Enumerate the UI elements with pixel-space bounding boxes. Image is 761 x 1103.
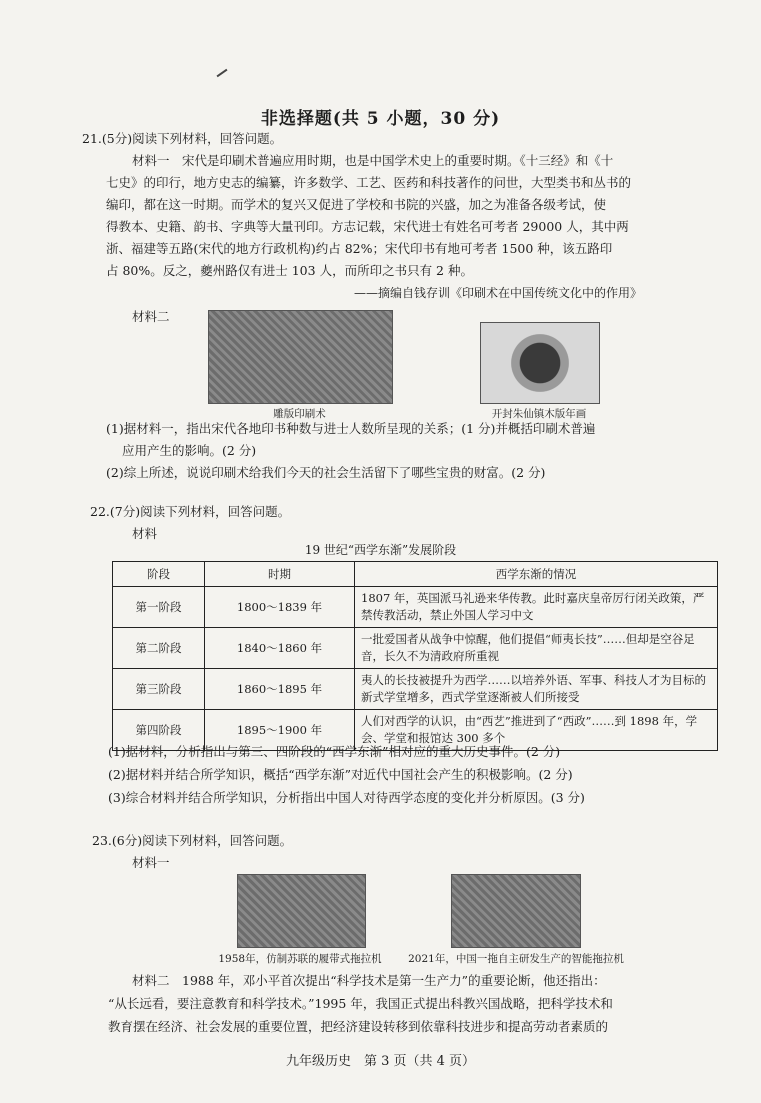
period-cell: 1860～1895 年 xyxy=(205,669,355,710)
q21-material1-line: 七史》的印行，地方史志的编纂，许多数学、工艺、医药和科技著作的问世，大型类书和丛书的 xyxy=(106,175,632,190)
q23-stem: 23.(6分)阅读下列材料，回答问题。 xyxy=(92,833,293,848)
q23-material2-line: 材料二 1988 年，邓小平首次提出“科学技术是第一生产力”的重要论断，他还指出： xyxy=(132,973,606,988)
column-header: 时期 xyxy=(205,562,355,587)
column-header: 西学东渐的情况 xyxy=(355,562,718,587)
period-cell: 1800～1839 年 xyxy=(205,587,355,628)
woodblock-printing-photo xyxy=(208,310,393,404)
image-caption: 开封朱仙镇木版年画 xyxy=(491,408,587,420)
table-row xyxy=(113,669,718,710)
q21-sub2: (2)综上所述，说说印刷术给我们今天的社会生活留下了哪些宝贵的财富。(2 分) xyxy=(106,465,546,480)
table-row xyxy=(113,587,718,628)
q21-material1-line: 材料一 宋代是印刷术普遍应用时期，也是中国学术史上的重要时期。《十三经》和《十 xyxy=(132,153,614,168)
new-year-print-photo xyxy=(480,322,600,404)
period-cell: 1840～1860 年 xyxy=(205,628,355,669)
q21-material2-label: 材料二 xyxy=(132,309,170,324)
q21-material1-line: 浙、福建等五路(宋代的地方行政机构)约占 82%；宋代印书有地可考者 1500 种，该五路印 xyxy=(106,241,613,256)
q22-sub1: (1)据材料，分析指出与第三、四阶段的“西学东渐”相对应的重大历史事件。(2 分) xyxy=(108,744,561,759)
pen-mark xyxy=(217,69,228,78)
q21-source: ——摘编自钱存训《印刷术在中国传统文化中的作用》 xyxy=(354,286,643,300)
q21-material1-line: 编印，都在这一时期。而学术的复兴又促进了学校和书院的兴盛，加之为准备各级考试，使 xyxy=(106,197,607,212)
image-caption: 1958年，仿制苏联的履带式拖拉机 xyxy=(218,953,382,965)
q23-material2-line: 教育摆在经济、社会发展的重要位置，把经济建设转移到依靠科技进步和提高劳动者素质的 xyxy=(108,1019,609,1034)
image-caption: 2021年，中国一拖自主研发生产的智能拖拉机 xyxy=(408,953,624,965)
q21-material1-line: 得教本、史籍、韵书、字典等大量刊印。方志记载，宋代进士有姓名可考者 29000 人，其中两 xyxy=(106,219,629,234)
q21-sub1-cont: 应用产生的影响。(2 分) xyxy=(122,443,257,458)
tracked-tractor-photo xyxy=(237,874,366,948)
period-cell: 1895～1900 年 xyxy=(205,710,355,751)
stages-table xyxy=(112,561,718,751)
stage-cell: 第三阶段 xyxy=(113,669,205,710)
q23-material2-line: “从长远看，要注意教育和科学技术。”1995 年，我国正式提出科教兴国战略，把科学技术和 xyxy=(108,996,613,1011)
table-row xyxy=(113,628,718,669)
q22-material-label: 材料 xyxy=(132,526,158,541)
q21-sub1: (1)据材料一，指出宋代各地印书种数与进士人数所呈现的关系；(1 分)并概括印刷术普遍 xyxy=(106,421,596,436)
q22-sub2: (2)据材料并结合所学知识，概括“西学东渐”对近代中国社会产生的积极影响。(2 分) xyxy=(108,767,573,782)
q23-material1-label: 材料一 xyxy=(132,855,170,870)
desc-cell: 夷人的长技被提升为西学……以培养外语、军事、科技人才为目标的新式学堂增多，西式学堂逐渐被人们所接受 xyxy=(355,669,718,710)
page-footer: 九年级历史 第 3 页（共 4 页） xyxy=(285,1054,476,1069)
desc-cell: 1807 年，英国派马礼逊来华传教。此时嘉庆皇帝厉行闭关政策，严禁传教活动，禁止外国人学习中文 xyxy=(355,587,718,628)
section-title: 非选择题(共 5 小题，30 分) xyxy=(260,109,501,129)
smart-tractor-photo xyxy=(451,874,581,948)
column-header: 阶段 xyxy=(113,562,205,587)
stage-cell: 第一阶段 xyxy=(113,587,205,628)
q22-stem: 22.(7分)阅读下列材料，回答问题。 xyxy=(90,504,291,519)
stage-cell: 第四阶段 xyxy=(113,710,205,751)
q21-stem: 21.(5分)阅读下列材料，回答问题。 xyxy=(82,131,283,146)
q22-sub3: (3)综合材料并结合所学知识，分析指出中国人对待西学态度的变化并分析原因。(3 分) xyxy=(108,790,585,805)
q21-material1-line: 占 80%。反之，夔州路仅有进士 103 人，而所印之书只有 2 种。 xyxy=(106,263,473,278)
stage-cell: 第二阶段 xyxy=(113,628,205,669)
desc-cell: 人们对西学的认识，由“西艺”推进到了“西政”……到 1898 年，学会、学堂和报馆达 300 多个 xyxy=(355,710,718,751)
image-caption: 雕版印刷术 xyxy=(273,408,326,420)
table-title: 19 世纪“西学东渐”发展阶段 xyxy=(304,543,457,557)
desc-cell: 一批爱国者从战争中惊醒，他们提倡“师夷长技”……但却是空谷足音，长久不为清政府所重视 xyxy=(355,628,718,669)
table-header-row xyxy=(113,562,718,587)
